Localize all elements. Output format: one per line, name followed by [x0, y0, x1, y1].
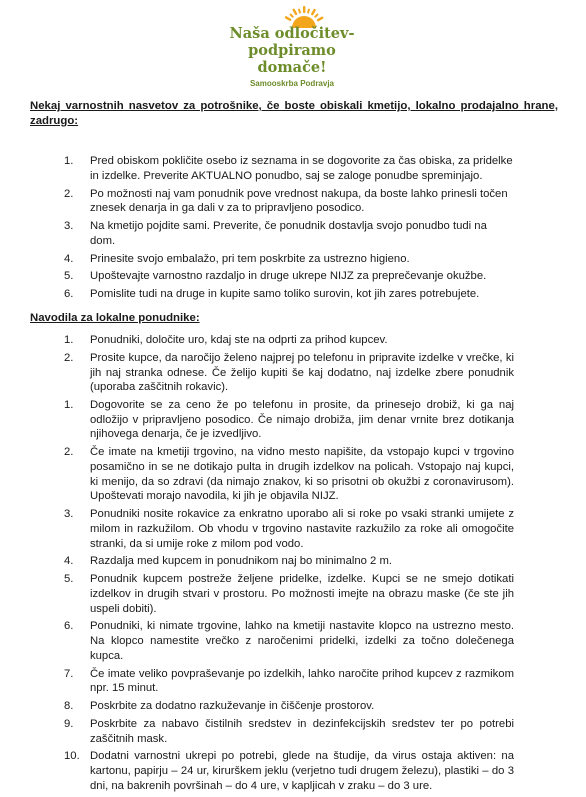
list-item-number: 1. [64, 399, 74, 411]
list-item [64, 252, 514, 267]
list-item-text: Pomislite tudi na druge in kupite samo toliko surovin, kot jih zares potrebujete. [90, 288, 480, 301]
list-item [64, 187, 514, 216]
list-item-number: 5. [64, 270, 74, 283]
list-item-text: Ponudniki, ki nimate trgovine, lahko na kmetiji nastavite klopco na ustrezno mesto. Na klopco namestite vrečko z naročenimi pridelki, izdelki za točno dolečenega kupca. [90, 620, 514, 662]
list-item-text: Prosite kupce, da naročijo želeno najprej po telefonu in pripravite izdelke v vrečke, ki jih naj stranka odnese. Če želijo kupiti še kaj dodatno, naj izdelke zbere ponudnik (uporaba zaščitnih rokavic). [90, 351, 514, 394]
provider-instructions-heading: Navodila za lokalne ponudnike: [30, 312, 200, 324]
list-item-text: Dodatni varnostni ukrepi po potrebi, glede na študije, da virus ostaja aktiven: na kartonu, papirju – 24 ur, kirurškem jeklu (verjetno tudi drugem železu), plastiki – do 3 dni, na bakrenih površinah – do 4 ure, v kapljicah v zraku – do 3 ure. [90, 750, 514, 792]
list-item [64, 717, 514, 746]
logo-slogan-line2: podpiramo domače! [248, 42, 336, 76]
consumer-tips-list [64, 154, 514, 305]
logo-subtitle: Samooskrba Podravja [249, 79, 335, 88]
list-item [64, 219, 514, 248]
list-item-number: 2. [64, 351, 74, 364]
list-item-number: 10. [64, 750, 80, 763]
list-item [64, 269, 514, 284]
list-item-number: 6. [64, 288, 74, 301]
list-item-number: 4. [64, 252, 74, 265]
list-item-number: 8. [64, 700, 74, 713]
logo-text [212, 25, 372, 88]
list-item [64, 554, 514, 569]
list-item-number: 6. [64, 620, 74, 633]
list-item-text: Poskrbite za nabavo čistilnih sredstev in dezinfekcijskih sredstev ter po potrebi zaščitnih mask. [90, 717, 514, 745]
logo [212, 8, 372, 88]
list-item-text: Prinesite svojo embalažo, pri tem poskrbite za ustrezno higieno. [90, 252, 410, 265]
list-item-number: 7. [64, 667, 74, 680]
list-item-number: 3. [64, 508, 74, 521]
list-item [64, 351, 514, 395]
list-item-text: Dogovorite se za ceno že po telefonu in prosite, da prinesejo drobiž, ki ga naj odložijo v pripravljeno posodico. Če nimajo drobiža, jim denar vrnite brez dotikanja njihovega denarja, če je izvedljivo. [90, 399, 514, 441]
consumer-tips-heading: Nekaj varnostnih nasvetov za potrošnike, če boste obiskali kmetijo, lokalno prodajalno hrane, zadrugo: [30, 100, 558, 127]
list-item [64, 572, 514, 616]
list-item-number: 4. [64, 555, 74, 568]
list-item-text: Na kmetijo pojdite sami. Preverite, če ponudnik dostavlja svojo ponudbo tudi na dom. [90, 220, 487, 247]
list-item [64, 398, 514, 442]
list-item-text: Če imate veliko povpraševanje po izdelkih, lahko naročite prihod kupcev z razmikom npr. 15 minut. [90, 667, 514, 695]
list-item [64, 667, 514, 696]
list-item-number: 2. [64, 187, 74, 200]
list-item [64, 287, 514, 302]
list-item [64, 154, 514, 183]
list-item-text: Razdalja med kupcem in ponudnikom naj bo minimalno 2 m. [90, 555, 393, 568]
list-item-number: 9. [64, 717, 74, 730]
list-item-text: Ponudnik kupcem postreže željene pridelke, izdelke. Kupci se ne smejo dotikati izdelkov in drugih stvari v prostoru. Po možnosti imejte na obrazu maske (če ste jih uspeli dobiti). [90, 573, 514, 615]
list-item-text: Poskrbite za dodatno razkuževanje in čiščenje prostorov. [90, 700, 375, 713]
list-item-text: Upoštevajte varnostno razdaljo in druge ukrepe NIJZ za preprečevanje okužbe. [90, 270, 487, 283]
list-item-number: 1. [64, 155, 74, 167]
list-item-text: Ponudniki, določite uro, kdaj ste na odprti za prihod kupcev. [90, 334, 388, 346]
list-item [64, 619, 514, 663]
list-item-number: 2. [64, 446, 74, 459]
list-item-text: Ponudniki nosite rokavice za enkratno uporabo ali si roke po vsaki stranki umijete z milom in razkužilom. Ob vhodu v trgovino nastavite razkužilo za roke ali omogočite stranki, da si umije roke z milom pod vodo. [90, 508, 514, 550]
list-item [64, 507, 514, 551]
list-item [64, 333, 514, 348]
list-item-number: 1. [64, 334, 74, 346]
logo-slogan-line1: Naša odločitev- [229, 25, 355, 42]
provider-instructions-list [64, 333, 514, 797]
list-item [64, 445, 514, 504]
list-item-number: 3. [64, 220, 74, 232]
list-item-text: Pred obiskom pokličite osebo iz seznama in se dogovorite za čas obiska, za pridelke in izdelke. Preverite AKTUALNO ponudbo, saj se zaloge ponudbe spreminjajo. [90, 155, 513, 182]
list-item-number: 5. [64, 573, 74, 586]
list-item-text: Če imate na kmetiji trgovino, na vidno mesto napišite, da vstopajo kupci v trgovino posamično in se ne dotikajo pulta in drugih izdelkov na policah. Vstopajo naj kupci, ki menijo, da so zdravi (da nimajo znakov, ki so prisotni ob okužbi z coronavirusom). Upoštevati morajo navodila, ki jih je objavila NIJZ. [90, 446, 514, 503]
list-item-text: Po možnosti naj vam ponudnik pove vrednost nakupa, da boste lahko prinesli točen znesek denarja in ga dali v za to pripravljeno posodico. [90, 187, 508, 215]
list-item [64, 749, 514, 793]
list-item [64, 699, 514, 714]
